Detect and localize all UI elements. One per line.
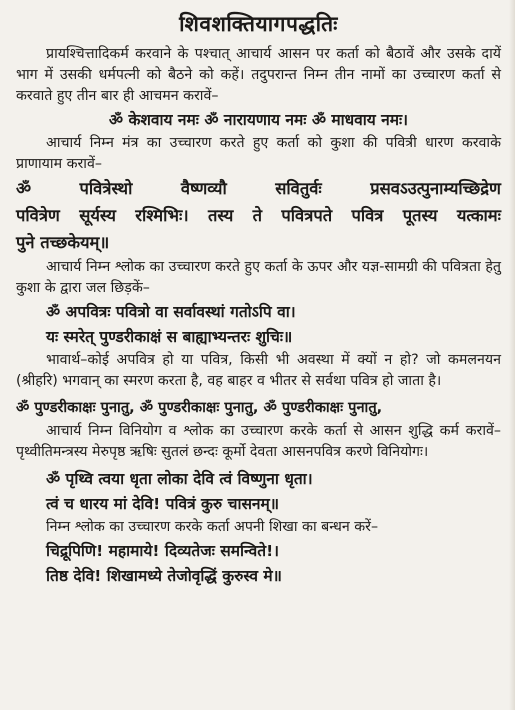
shloka-line: ॐ अपवित्रः पवित्रो वा सर्वावस्थां गतोऽपि वा। (46, 303, 296, 321)
meaning-paragraph: भावार्थ–कोई अपवित्र हो या पवित्र, किसी भी अवस्था में क्यों न हो? जो कमलनयन (श्रीहरि) भगवान् का स्मरण करता है, वह बाहर व भीतर से सर्वथा पवित्र हो जाता है। (16, 352, 501, 389)
shloka-line: तिष्ठ देवि! शिखामध्ये तेजोवृद्धिं कुरुस्व मे॥ (46, 567, 282, 585)
achaman-mantra: ॐ केशवाय नमः ॐ नारायणाय नमः ॐ माधवाय नमः। (108, 111, 409, 129)
page-title: शिवशक्तियागपद्धतिः (179, 12, 338, 36)
shloka-line: त्वं च धारय मां देवि! पवित्रं कुरु चासनम्॥ (46, 495, 280, 513)
pavitri-mantra-line: पुने तच्छकेयम्॥ (16, 233, 110, 252)
instruction-paragraph: निम्न श्लोक का उच्चारण करके कर्ता अपनी शिखा का बन्धन करें– (46, 519, 379, 535)
pundarikaksha-mantra: ॐ पुण्डरीकाक्षः पुनातु, ॐ पुण्डरीकाक्षः पुनातु, ॐ पुण्डरीकाक्षः पुनातु, (16, 399, 383, 416)
viniyoga-paragraph: आचार्य निम्न विनियोग व श्लोक का उच्चारण करके कर्ता से आसन शुद्धि कर्म करावें–पृथ्वीतिमन्त्रस्य मेरुपृष्ठ ऋषिः सुतलं छन्दः कूर्मो देवता आसनपवित्र करणे विनियोगः। (16, 423, 501, 460)
shloka-line: यः स्मरेत् पुण्डरीकाक्षं स बाह्याभ्यन्तरः शुचिः॥ (46, 328, 293, 346)
scan-edge (509, 0, 515, 710)
instruction-paragraph: आचार्य निम्न श्लोक का उच्चारण करते हुए कर्ता के ऊपर और यज्ञ-सामग्री की पवित्रता हेतु कुशा के द्वारा जल छिड़कें– (16, 259, 501, 296)
instruction-paragraph: प्रायश्चित्तादिकर्म करवाने के पश्चात् आचार्य आसन पर कर्ता को बैठावें और उसके दायें भाग में उसकी धर्मपत्नी को बैठने को कहें। तदुपरान्त निम्न तीन नामों का उच्चारण कर्ता से करवाते हुए तीन बार ही आचमन करावें– (16, 46, 501, 104)
pavitri-mantra-line: पवित्रेण सूर्यस्य रश्मिभिः। तस्य ते पवित्रपते पवित्र पूतस्य यत्कामः (16, 206, 501, 225)
shloka-line: चिद्रूपिणि! महामाये! दिव्यतेजः समन्विते!। (46, 542, 280, 560)
shloka-line: ॐ पृथ्वि त्वया धृता लोका देवि त्वं विष्णुना धृता। (46, 470, 313, 488)
instruction-paragraph: आचार्य निम्न मंत्र का उच्चारण करते हुए कर्ता को कुशा की पवित्री धारण करवाके प्राणायाम करावें– (16, 135, 501, 172)
pavitri-mantra-line: ॐ पवित्रेस्थो वैष्णव्यौ सवितुर्वः प्रसवऽउत्पुनाम्यच्छिद्रेण (16, 179, 501, 198)
